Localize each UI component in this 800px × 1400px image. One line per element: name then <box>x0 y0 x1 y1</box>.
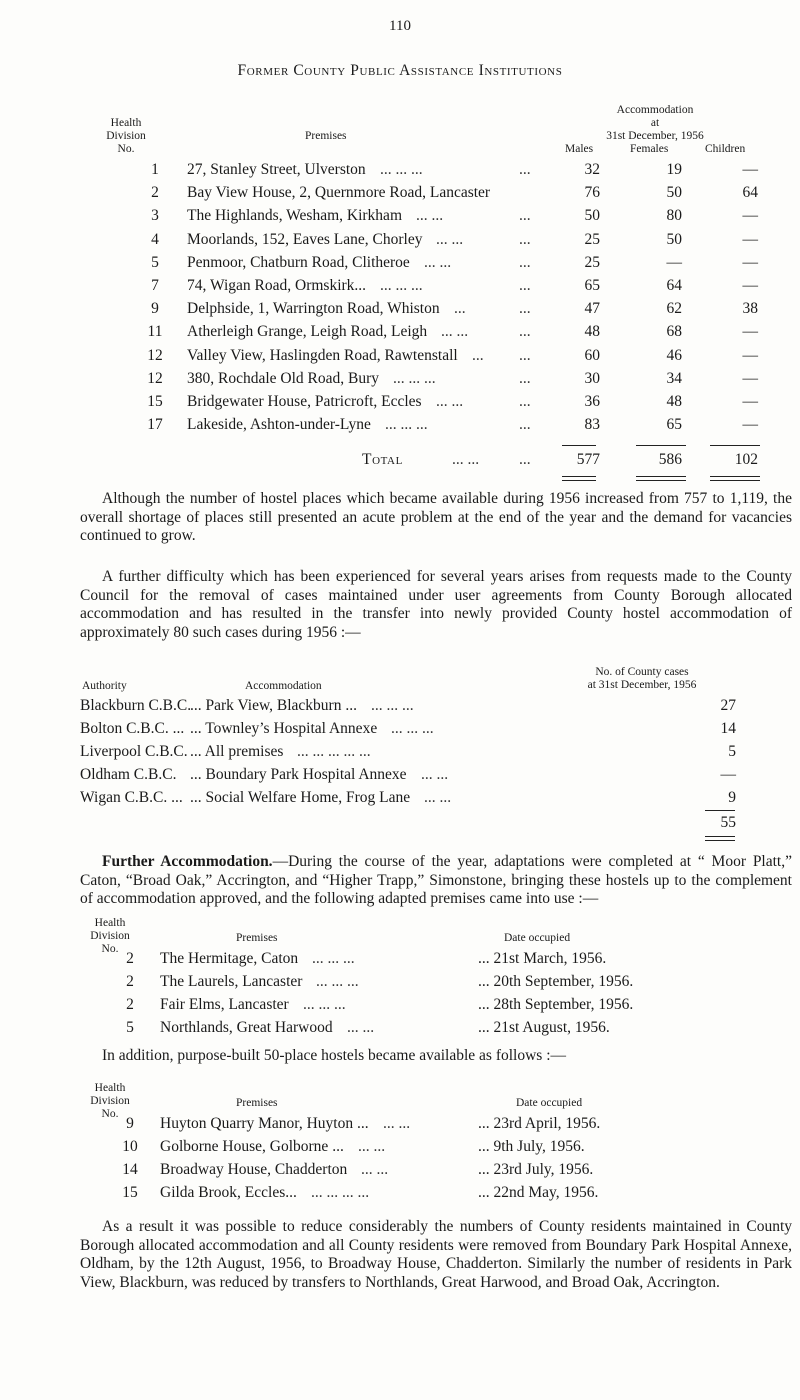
table-row <box>0 207 800 229</box>
males-count: 48 <box>584 323 600 341</box>
premises-name: 380, Rochdale Old Road, Bury <box>187 369 380 387</box>
date-occupied: ... 22nd May, 1956. <box>478 1184 599 1201</box>
table1-total-males: 577 <box>576 451 600 468</box>
authority-name: Blackburn C.B.C. <box>80 697 192 714</box>
table1-total-label: Total <box>362 451 403 468</box>
county-cases-count: 14 <box>720 720 736 737</box>
dot-leader: ... <box>519 346 531 364</box>
table1-head-premises: Premises <box>305 130 347 142</box>
date-occupied: ... 9th July, 1956. <box>478 1138 585 1155</box>
dot-leader: ... ... ... <box>391 720 434 737</box>
children-count: — <box>742 253 758 271</box>
division-number: 2 <box>126 973 134 990</box>
dot-leader: ... ... <box>436 230 464 248</box>
county-cases-count: 5 <box>728 743 736 760</box>
county-cases-count: 27 <box>720 697 736 714</box>
premises-name: Northlands, Great Harwood <box>160 1019 333 1036</box>
division-number: 15 <box>147 393 163 410</box>
page-title: Former County Public Assistance Institutions <box>237 62 563 79</box>
table-row <box>0 184 800 206</box>
females-count: 64 <box>666 277 682 294</box>
males-count: 76 <box>584 184 600 202</box>
males-count: 30 <box>584 369 600 387</box>
table1-head-males: Males <box>565 143 594 155</box>
division-number: 11 <box>147 323 163 341</box>
males-count: 83 <box>584 416 600 434</box>
paragraph-further-accommodation <box>80 853 792 909</box>
children-count: 38 <box>742 300 758 318</box>
dot-leader: ... <box>519 393 531 410</box>
dot-leader: ... <box>519 300 531 318</box>
accommodation-name: ... Boundary Park Hospital Annexe <box>190 766 407 783</box>
table1-rule-children <box>710 445 760 446</box>
division-number: 14 <box>122 1161 138 1178</box>
females-count: 65 <box>666 416 682 434</box>
dot-leader: ... ... ... <box>371 697 414 714</box>
table-row <box>0 370 800 392</box>
dot-leader: ... ... ... <box>316 973 359 990</box>
table1-total-females: 586 <box>658 451 682 468</box>
date-occupied: ... 23rd April, 1956. <box>478 1115 601 1132</box>
table1-total-lead: ... <box>519 451 531 468</box>
dot-leader: ... ... ... <box>393 369 436 387</box>
authority-name: Bolton C.B.C. ... <box>80 720 185 737</box>
females-count: 80 <box>666 207 682 225</box>
division-number: 2 <box>126 950 134 967</box>
premises-name: Gilda Brook, Eccles... <box>160 1184 297 1201</box>
dot-leader: ... ... <box>347 1019 375 1036</box>
premises-name: 27, Stanley Street, Ulverston <box>187 161 366 178</box>
table1-head-accommodation: Accommodation at 31st December, 1956 <box>606 104 704 142</box>
table-row <box>0 231 800 253</box>
males-count: 65 <box>584 277 600 294</box>
children-count: — <box>742 393 758 410</box>
table-row <box>0 950 800 972</box>
table1-double-rule-males <box>562 476 596 481</box>
dot-leader: ... ... <box>424 253 452 271</box>
table1-double-rule-females <box>636 476 686 481</box>
premises-name: Valley View, Haslingden Road, Rawtenstall <box>187 346 458 364</box>
table1-total-row <box>0 451 800 473</box>
premises-name: Broadway House, Chadderton <box>160 1161 348 1178</box>
dot-leader: ... <box>519 416 531 434</box>
females-count: 48 <box>666 393 682 410</box>
accommodation-name: ... Park View, Blackburn ... <box>190 697 357 714</box>
accommodation-name: ... Townley’s Hospital Annexe <box>190 720 378 737</box>
table1-rule-males <box>562 445 596 446</box>
premises-name: 74, Wigan Road, Ormskirk... <box>187 277 367 294</box>
premises-name: Fair Elms, Lancaster <box>160 996 289 1013</box>
division-number: 2 <box>151 184 159 202</box>
females-count: 50 <box>666 230 682 248</box>
females-count: 62 <box>666 300 682 318</box>
table3-head-date: Date occupied <box>504 932 571 944</box>
dot-leader: ... ... ... <box>380 161 423 178</box>
dot-leader: ... ... <box>383 1115 411 1132</box>
dot-leader: ... ... <box>424 789 452 806</box>
date-occupied: ... 21st August, 1956. <box>478 1019 610 1036</box>
dot-leader: ... <box>519 277 531 294</box>
table-row <box>0 697 800 719</box>
division-number: 9 <box>151 300 159 318</box>
dot-leader: ... ... ... <box>312 950 355 967</box>
table2-double-rule <box>705 836 735 841</box>
paragraph-purpose-built: In addition, purpose-built 50-place hostels became available as follows :— <box>102 1047 567 1064</box>
date-occupied: ... 23rd July, 1956. <box>478 1161 594 1178</box>
dot-leader: ... ... ... <box>385 416 428 434</box>
table4-head-division: Health Division No. <box>90 1082 130 1120</box>
dot-leader: ... <box>519 369 531 387</box>
county-cases-count: 9 <box>728 789 736 806</box>
table1-head-children: Children <box>705 143 746 155</box>
table-row <box>0 416 800 438</box>
males-count: 60 <box>584 346 600 364</box>
table-row <box>0 789 800 811</box>
table-row <box>0 996 800 1018</box>
dot-leader: ... ... <box>358 1138 386 1155</box>
authority-name: Liverpool C.B.C. <box>80 743 188 760</box>
division-number: 2 <box>126 996 134 1013</box>
dot-leader: ... ... ... <box>303 996 346 1013</box>
dot-leader: ... <box>519 323 531 341</box>
children-count: — <box>742 416 758 434</box>
table-row <box>0 766 800 788</box>
dot-leader: ... ... ... ... <box>311 1184 370 1201</box>
table4-head-date: Date occupied <box>516 1097 583 1109</box>
date-occupied: ... 20th September, 1956. <box>478 973 634 990</box>
table-row <box>0 743 800 765</box>
further-accommodation-text: —During the course of the year, adaptations were completed at “ Moor Platt,” Caton, “Broad Oak,” Accrington, and “Higher Trapp,” Simonstone, bringing these hostels up to the complement of accommodation approved, and the following adapted premises came into use :— <box>80 853 792 907</box>
division-number: 10 <box>122 1138 138 1155</box>
females-count: 68 <box>666 323 682 341</box>
table-row <box>0 254 800 276</box>
females-count: — <box>666 253 682 271</box>
table-row <box>0 1115 800 1137</box>
children-count: — <box>742 207 758 225</box>
date-occupied: ... 28th September, 1956. <box>478 996 634 1013</box>
dot-leader: ... ... <box>361 1161 389 1178</box>
table-row <box>0 161 800 183</box>
dot-leader: ... <box>519 230 531 248</box>
table-row <box>0 347 800 369</box>
children-count: — <box>742 230 758 248</box>
dot-leader: ... <box>472 346 484 364</box>
males-count: 25 <box>584 230 600 248</box>
table-row <box>0 300 800 322</box>
table1-rule-females <box>636 445 686 446</box>
table-row <box>0 1138 800 1160</box>
table-row <box>0 720 800 742</box>
table-row <box>0 1019 800 1041</box>
children-count: — <box>742 277 758 294</box>
division-number: 4 <box>151 230 159 248</box>
table2-head-authority: Authority <box>82 680 127 692</box>
males-count: 50 <box>584 207 600 225</box>
premises-name: Golborne House, Golborne ... <box>160 1138 344 1155</box>
table-row <box>0 1161 800 1183</box>
division-number: 12 <box>147 346 163 364</box>
premises-name: Bridgewater House, Patricroft, Eccles <box>187 393 422 410</box>
authority-name: Oldham C.B.C. <box>80 766 177 783</box>
table-row <box>0 973 800 995</box>
division-number: 9 <box>126 1115 134 1132</box>
premises-name: The Hermitage, Caton <box>160 950 299 967</box>
males-count: 32 <box>584 161 600 178</box>
table4-head-premises: Premises <box>236 1097 278 1109</box>
table3-head-division: Health Division No. <box>90 917 130 955</box>
premises-name: Penmoor, Chatburn Road, Clitheroe <box>187 253 410 271</box>
dot-leader: ... ... ... ... ... <box>297 743 371 760</box>
children-count: 64 <box>742 184 758 202</box>
premises-name: Delphside, 1, Warrington Road, Whiston <box>187 300 440 318</box>
table1-double-rule-children <box>710 476 760 481</box>
premises-name: Lakeside, Ashton-under-Lyne <box>187 416 371 434</box>
table2-head-cases: No. of County cases at 31st December, 1956 <box>587 666 697 691</box>
dot-leader: ... ... <box>421 766 449 783</box>
division-number: 15 <box>122 1184 138 1201</box>
children-count: — <box>742 323 758 341</box>
dot-leader: ... <box>519 161 531 178</box>
table2-total-row <box>0 814 800 836</box>
table3-head-premises: Premises <box>236 932 278 944</box>
division-number: 12 <box>147 369 163 387</box>
females-count: 50 <box>666 184 682 202</box>
females-count: 46 <box>666 346 682 364</box>
county-cases-count: — <box>720 766 736 783</box>
paragraph-hostel-places: Although the number of hostel places which became available during 1956 increased from 757 to 1,119, the overall shortage of places still presented an acute problem at the end of the year and the demand for vacancies continued to grow. <box>80 490 792 544</box>
premises-name: Huyton Quarry Manor, Huyton ... <box>160 1115 369 1132</box>
table2-rule <box>705 810 735 811</box>
premises-name: Bay View House, 2, Quernmore Road, Lancaster <box>187 184 491 202</box>
table1-head-division: Health Division No. <box>106 117 146 155</box>
males-count: 47 <box>584 300 600 318</box>
accommodation-name: ... All premises <box>190 743 284 760</box>
children-count: — <box>742 369 758 387</box>
table2-head-accommodation: Accommodation <box>245 680 322 692</box>
accommodation-name: ... Social Welfare Home, Frog Lane <box>190 789 411 806</box>
males-count: 36 <box>584 393 600 410</box>
table1-head-females: Females <box>630 143 669 155</box>
table-row <box>0 1184 800 1206</box>
division-number: 3 <box>151 207 159 225</box>
table1-total-children: 102 <box>734 451 758 468</box>
females-count: 19 <box>666 161 682 178</box>
children-count: — <box>742 161 758 178</box>
page-number: 110 <box>389 18 411 34</box>
premises-name: The Highlands, Wesham, Kirkham <box>187 207 402 225</box>
table2-total: 55 <box>720 814 736 831</box>
authority-name: Wigan C.B.C. ... <box>80 789 183 806</box>
females-count: 34 <box>666 369 682 387</box>
dot-leader: ... ... <box>416 207 444 225</box>
date-occupied: ... 21st March, 1956. <box>478 950 607 967</box>
division-number: 1 <box>151 161 159 178</box>
paragraph-further-difficulty: A further difficulty which has been experienced for several years arises from requests made to the County Council for the removal of cases maintained under user agreements from County Borough allocated accommodation and has resulted in the transfer into newly provided County hostel accommodation of approximately 80 such cases during 1956 :— <box>80 568 792 641</box>
dot-leader: ... ... <box>436 393 464 410</box>
table1-total-dots: ... ... <box>452 451 480 468</box>
dot-leader: ... <box>519 207 531 225</box>
children-count: — <box>742 346 758 364</box>
premises-name: Moorlands, 152, Eaves Lane, Chorley <box>187 230 423 248</box>
dot-leader: ... ... <box>441 323 469 341</box>
premises-name: The Laurels, Lancaster <box>160 973 303 990</box>
division-number: 5 <box>151 253 159 271</box>
paragraph-result: As a result it was possible to reduce considerably the numbers of County residents maintained in County Borough allocated accommodation and all County residents were removed from Boundary Park Hospital Annexe, Oldham, by the 12th August, 1956, to Broadway House, Chadderton. Similarly the number of residents in Park View, Blackburn, was reduced by transfers to Northlands, Great Harwood, and Broad Oak, Accrington. <box>80 1218 792 1291</box>
further-accommodation-heading: Further Accommodation. <box>102 853 273 870</box>
dot-leader: ... ... ... <box>380 277 423 294</box>
division-number: 5 <box>126 1019 134 1036</box>
males-count: 25 <box>584 253 600 271</box>
division-number: 17 <box>147 416 163 434</box>
premises-name: Atherleigh Grange, Leigh Road, Leigh <box>187 323 428 341</box>
dot-leader: ... <box>519 253 531 271</box>
division-number: 7 <box>151 277 159 294</box>
table-row <box>0 323 800 345</box>
dot-leader: ... <box>454 300 466 318</box>
table-row <box>0 277 800 299</box>
table-row <box>0 393 800 415</box>
